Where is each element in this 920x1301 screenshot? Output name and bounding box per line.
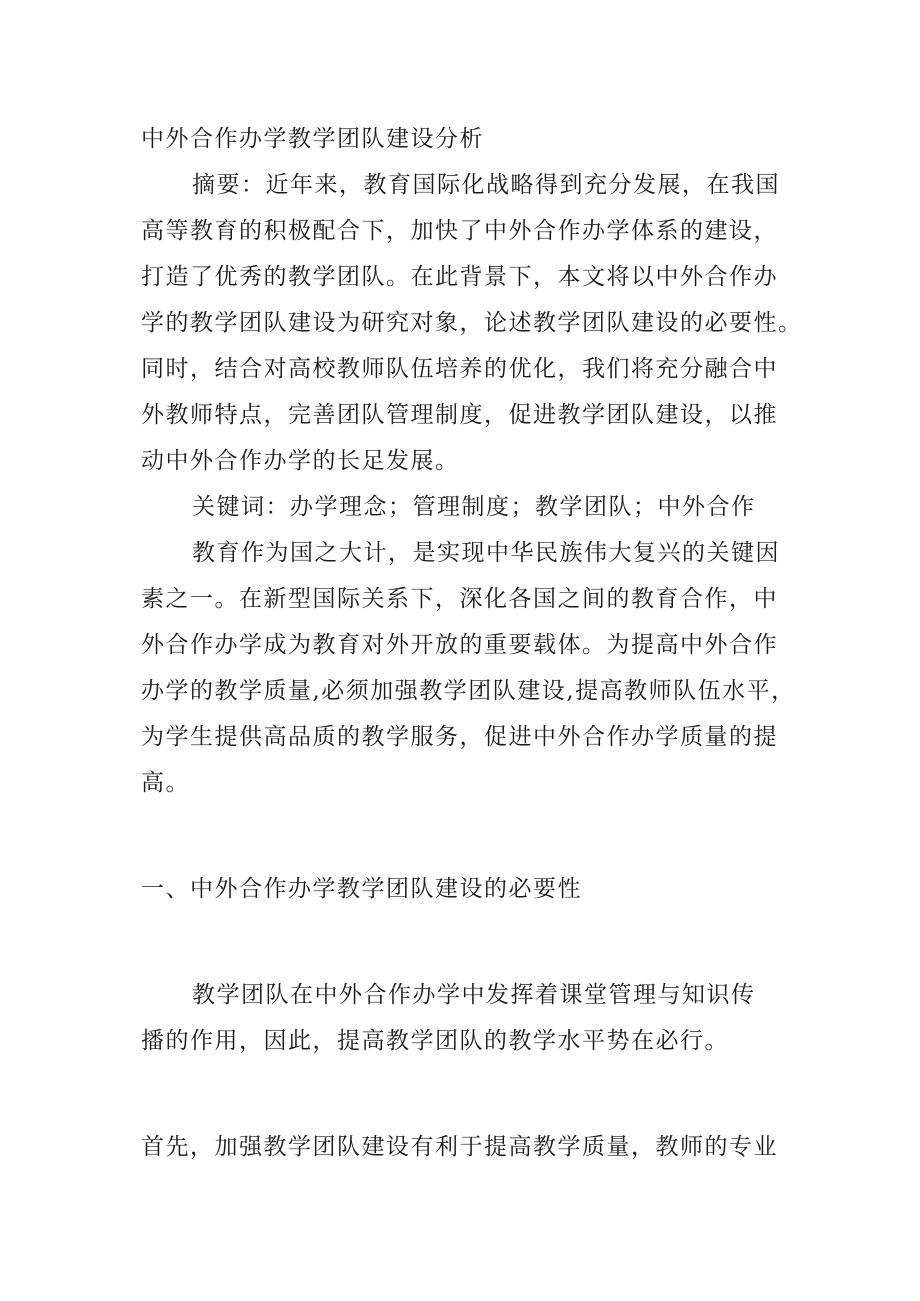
section-paragraph-line: 教学团队在中外合作办学中发挥着课堂管理与知识传 (192, 982, 756, 1008)
paragraph-line: 首先，加强教学团队建设有利于提高教学质量，教师的专业 (141, 1134, 778, 1160)
intro-line: 为学生提供高品质的教学服务，促进中外合作办学质量的提 (141, 724, 778, 750)
abstract-line: 动中外合作办学的长足发展。 (141, 448, 460, 474)
abstract-line: 外教师特点，完善团队管理制度，促进教学团队建设，以推 (141, 402, 778, 428)
intro-line: 办学的教学质量,必须加强教学团队建设,提高教师队伍水平， (141, 678, 796, 704)
section-paragraph-line: 播的作用，因此，提高教学团队的教学水平势在必行。 (141, 1028, 729, 1054)
document-title: 中外合作办学教学团队建设分析 (141, 126, 484, 152)
section-heading: 一、中外合作办学教学团队建设的必要性 (141, 876, 582, 902)
abstract-line: 同时，结合对高校教师队伍培养的优化，我们将充分融合中 (141, 356, 778, 382)
intro-line: 高。 (141, 770, 190, 796)
intro-line: 素之一。在新型国际关系下，深化各国之间的教育合作，中 (141, 586, 778, 612)
abstract-line: 摘要：近年来，教育国际化战略得到充分发展，在我国 (192, 172, 780, 198)
intro-line: 外合作办学成为教育对外开放的重要载体。为提高中外合作 (141, 632, 778, 658)
abstract-line: 学的教学团队建设为研究对象，论述教学团队建设的必要性。 (141, 310, 803, 336)
abstract-line: 打造了优秀的教学团队。在此背景下，本文将以中外合作办 (141, 264, 778, 290)
keywords-line: 关键词：办学理念；管理制度；教学团队；中外合作 (192, 494, 756, 520)
intro-line: 教育作为国之大计，是实现中华民族伟大复兴的关键因 (192, 540, 780, 566)
abstract-line: 高等教育的积极配合下，加快了中外合作办学体系的建设， (141, 218, 778, 244)
